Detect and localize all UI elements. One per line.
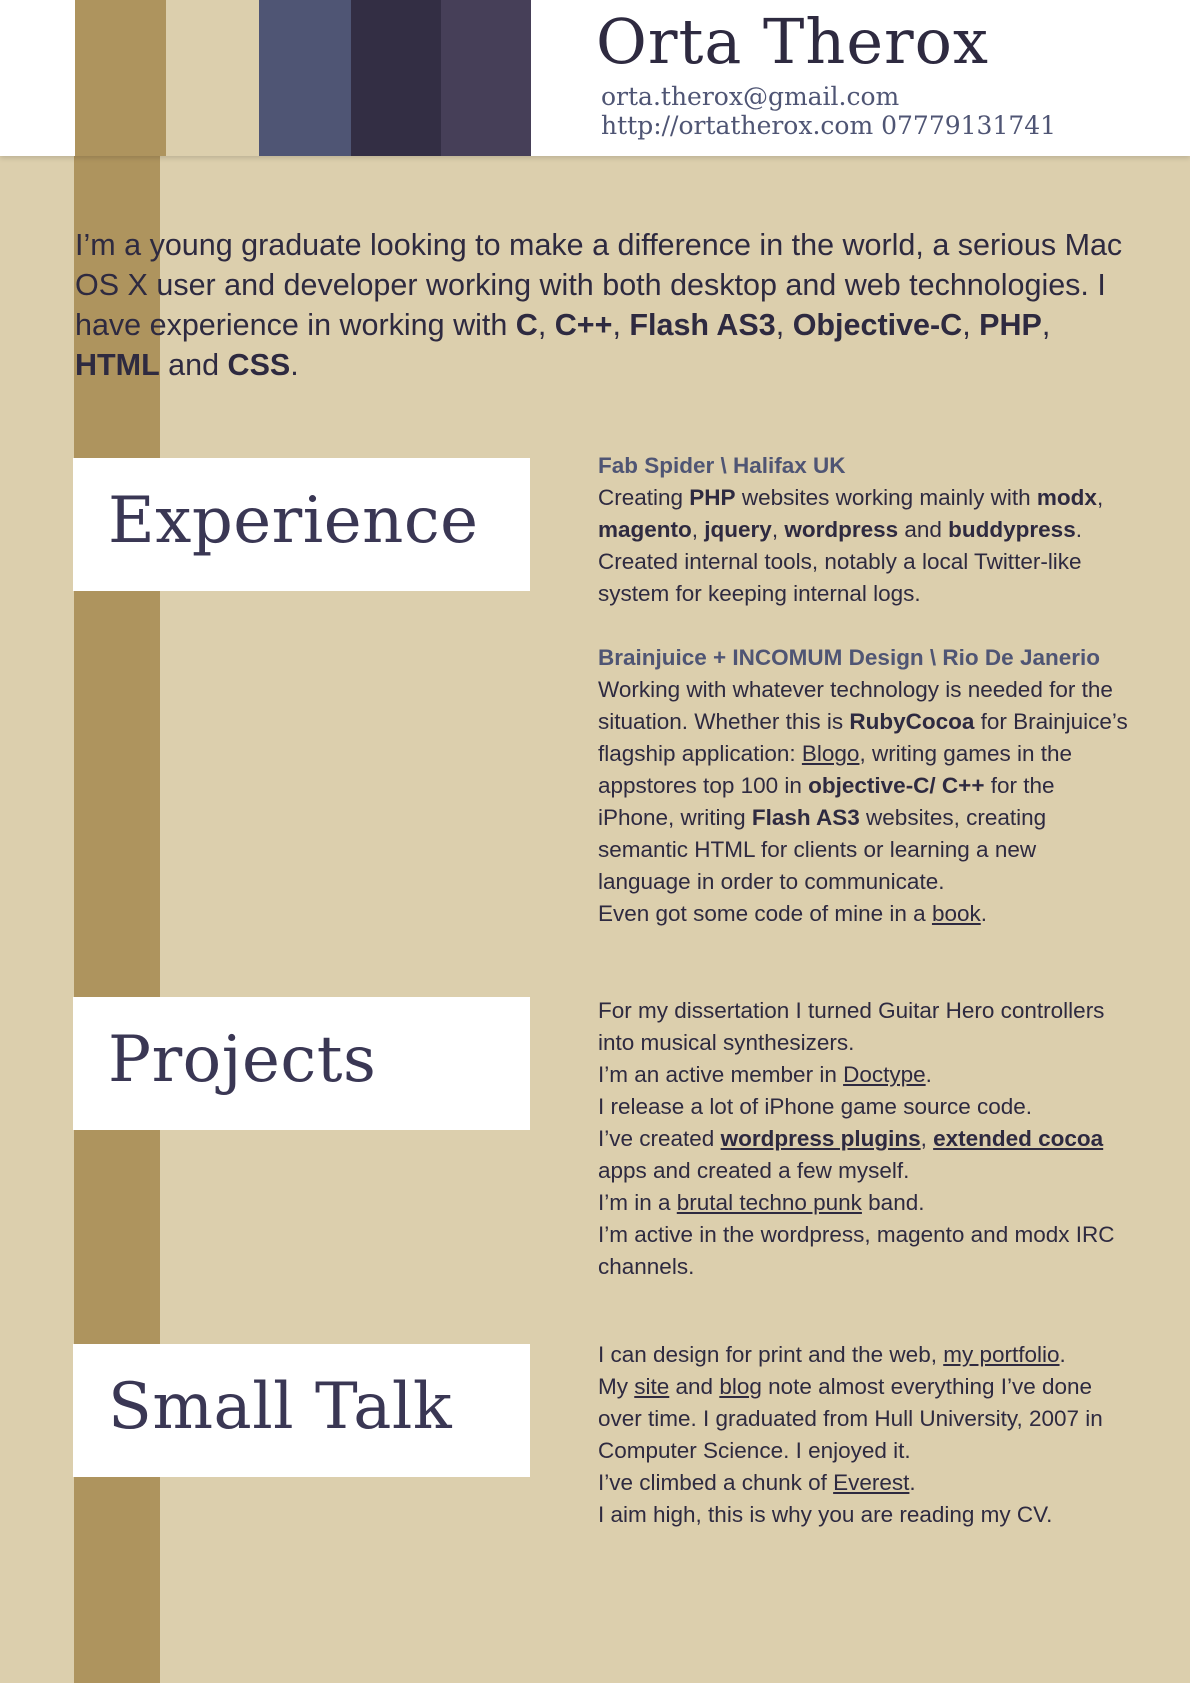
experience-column — [598, 450, 1128, 930]
text: . Created internal tools, notably a local Twitter-like system for keeping internal logs. — [598, 517, 1082, 606]
small-talk-line: I aim high, this is why you are reading my CV. — [598, 1502, 1053, 1527]
skill-c: C — [515, 308, 538, 342]
tech: modx — [1036, 485, 1097, 510]
site-link[interactable]: site — [634, 1374, 670, 1399]
intro-sep: , — [537, 308, 555, 342]
intro-sep: . — [290, 348, 299, 382]
experience-heading-box — [73, 458, 530, 591]
intro-sep: , — [775, 308, 793, 342]
projects-heading-box — [73, 997, 530, 1130]
tech: buddypress — [948, 517, 1076, 542]
page-title: Orta Therox — [596, 5, 989, 78]
tech: wordpress — [784, 517, 899, 542]
project-line — [598, 1059, 1128, 1091]
projects-heading: Projects — [108, 1023, 377, 1097]
contact-email: orta.therox@gmail.com — [601, 82, 900, 111]
intro-text: I’m a young graduate looking to make a difference in the world, a serious Mac OS X user and developer working with both desktop and web technologies. I have experience in working with — [75, 228, 1123, 342]
spacer — [598, 610, 1128, 642]
intro-sep: and — [159, 348, 228, 382]
header-stripe-gold — [75, 0, 166, 156]
text: , — [771, 517, 785, 542]
small-talk-line — [598, 1371, 1128, 1467]
skill-css: CSS — [227, 348, 291, 382]
header-stripe-blue — [259, 0, 351, 156]
job-title: Fab Spider \ Halifax UK — [598, 453, 846, 478]
blogo-link[interactable]: Blogo — [801, 741, 860, 766]
header-stripe-dark — [351, 0, 441, 156]
intro-sep: , — [612, 308, 630, 342]
doctype-link[interactable]: Doctype — [843, 1062, 926, 1087]
text: My — [598, 1374, 635, 1399]
tech: PHP — [689, 485, 736, 510]
tech: Flash AS3 — [751, 805, 860, 830]
project-line: I’m active in the wordpress, magento and modx IRC channels. — [598, 1222, 1115, 1279]
contact-website-phone: http://ortatherox.com 07779131741 — [601, 111, 1057, 140]
header-stripe-cream — [166, 0, 259, 156]
text: , writing games in the appstores top 100 in — [598, 741, 1073, 798]
small-talk-heading-box — [73, 1344, 530, 1477]
text: I’m an active member in — [598, 1062, 844, 1087]
text: I can design for print and the web, — [598, 1342, 944, 1367]
text: for the iPhone, writing — [598, 773, 1055, 830]
text: for Brainjuice’s flagship application: — [598, 709, 1128, 766]
text: . — [1059, 1342, 1066, 1367]
experience-heading: Experience — [108, 484, 479, 558]
project-line — [598, 1123, 1128, 1187]
blog-link[interactable]: blog — [719, 1374, 762, 1399]
text: , — [1096, 485, 1104, 510]
skill-objc: Objective-C — [792, 308, 963, 342]
extended-cocoa-link[interactable]: extended cocoa — [933, 1126, 1104, 1151]
projects-column — [598, 995, 1128, 1283]
text: websites working mainly with — [735, 485, 1037, 510]
header-stripe-mid — [441, 0, 531, 156]
header — [0, 0, 1190, 156]
text: band. — [861, 1190, 925, 1215]
small-talk-heading: Small Talk — [108, 1370, 453, 1444]
band-link[interactable]: brutal techno punk — [676, 1190, 862, 1215]
text: Working with whatever technology is needed for the situation. Whether this is — [598, 677, 1113, 734]
text: I’m in a — [598, 1190, 677, 1215]
intro-sep: , — [1041, 308, 1051, 342]
tech: RubyCocoa — [849, 709, 975, 734]
job-description — [598, 674, 1128, 898]
project-line: I release a lot of iPhone game source code. — [598, 1094, 1033, 1119]
job-description — [598, 482, 1128, 610]
wordpress-plugins-link[interactable]: wordpress plugins — [720, 1126, 921, 1151]
job-note — [598, 898, 1128, 930]
text: . — [909, 1470, 916, 1495]
text: and — [669, 1374, 720, 1399]
text: I’ve climbed a chunk of — [598, 1470, 834, 1495]
tech: objective-C/ C++ — [808, 773, 985, 798]
text: . — [925, 1062, 932, 1087]
intro-paragraph — [75, 225, 1135, 385]
text: note almost everything I’ve done over time. I graduated from Hull University, 2007 in Computer Science. I enjoyed it. — [598, 1374, 1103, 1463]
skill-html: HTML — [75, 348, 160, 382]
intro-sep: , — [962, 308, 980, 342]
tech: jquery — [704, 517, 772, 542]
portfolio-link[interactable]: my portfolio — [943, 1342, 1060, 1367]
text: I’ve created — [598, 1126, 721, 1151]
small-talk-line — [598, 1339, 1128, 1371]
text: . — [980, 901, 988, 926]
small-talk-line — [598, 1467, 1128, 1499]
text: Creating — [598, 485, 690, 510]
job-title: Brainjuice + INCOMUM Design \ Rio De Janerio — [598, 645, 1100, 670]
tech: magento — [598, 517, 692, 542]
project-line — [598, 1187, 1128, 1219]
text: websites, creating semantic HTML for clients or learning a new language in order to communicate. — [598, 805, 1047, 894]
everest-link[interactable]: Everest — [833, 1470, 910, 1495]
text: , — [691, 517, 705, 542]
text: and — [898, 517, 949, 542]
small-talk-column — [598, 1339, 1128, 1531]
skill-flash: Flash AS3 — [629, 308, 776, 342]
book-link[interactable]: book — [931, 901, 981, 926]
text: , — [920, 1126, 934, 1151]
skill-php: PHP — [979, 308, 1042, 342]
project-line: For my dissertation I turned Guitar Hero controllers into musical synthesizers. — [598, 998, 1105, 1055]
text: Even got some code of mine in a — [598, 901, 932, 926]
text: apps and created a few myself. — [598, 1158, 910, 1183]
skill-cpp: C++ — [554, 308, 613, 342]
